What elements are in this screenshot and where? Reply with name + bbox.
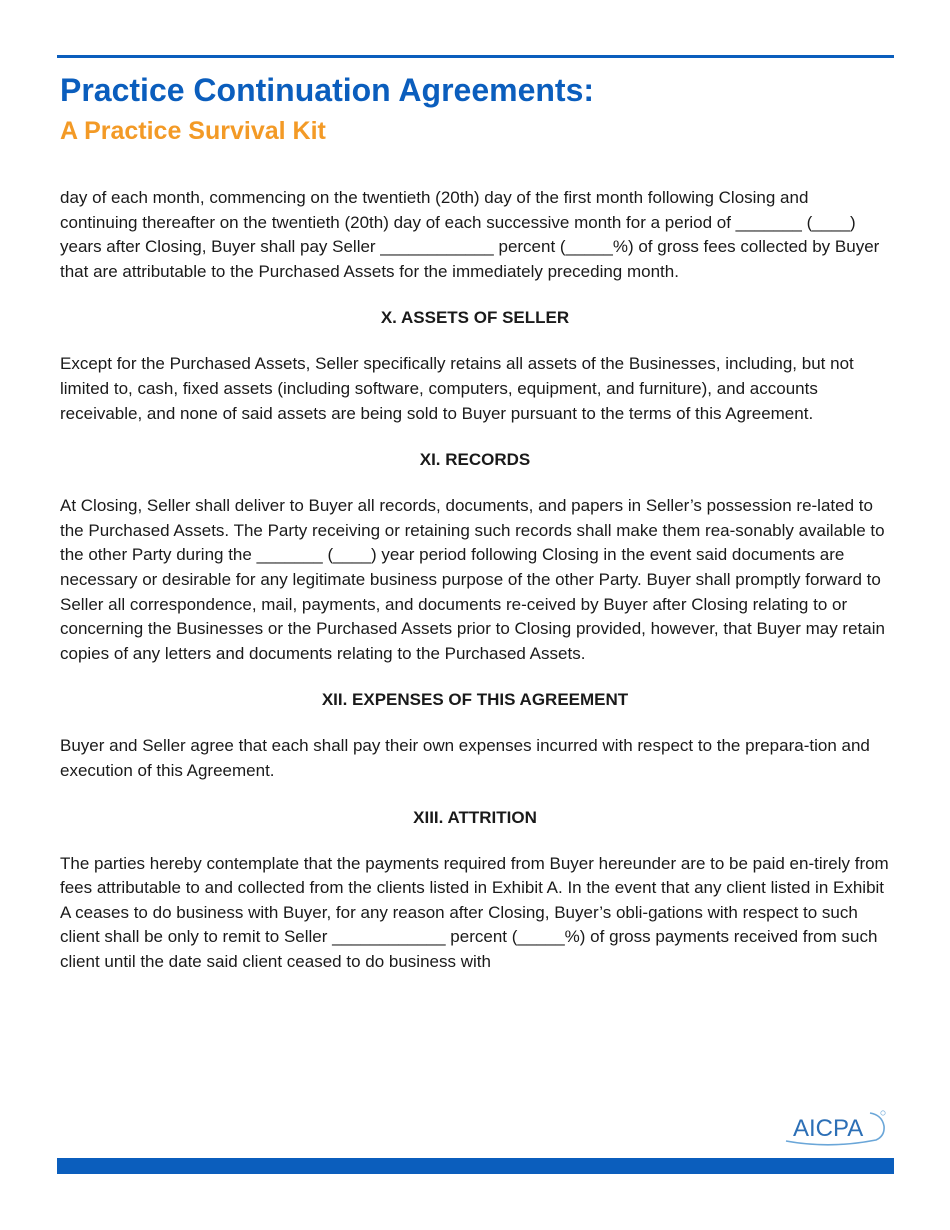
bottom-bar [57,1158,894,1174]
aicpa-logo [780,1108,890,1148]
section-body-expenses: Buyer and Seller agree that each shall pay their own expenses incurred with respect to the prepara-tion and execution of this Agreement. [60,736,870,780]
intro-paragraph: day of each month, commencing on the twentieth (20th) day of the first month following Closing and continuing thereafter on the twentieth (20th) day of each successive month for a period of _______ (____) years after Closing, Buyer shall pay Seller ____________ percent (_____%) of gross fees collected by Buyer that are attributable to the Purchased Assets for the immediately preceding month. [60,188,880,281]
page-title: Practice Continuation Agreements: [60,72,595,108]
top-rule [57,55,894,58]
section-body-attrition: The parties hereby contemplate that the payments required from Buyer hereunder are to be paid en-tirely from fees attributable to and collected from the clients listed in Exhibit A. In the event that any client listed in Exhibit A ceases to do business with Buyer, for any reason after Closing, Buyer’s obli-gations with respect to such client shall be only to remit to Seller ____________ percent (_____%) of gross payments received from such client until the date said client ceased to do business with [60,853,889,971]
logo-wordmark: AICPA [793,1115,864,1142]
section-body-assets: Except for the Purchased Assets, Seller specifically retains all assets of the Businesses, including, but not limited to, cash, fixed assets (including software, computers, equipment, and furniture), and accounts receivable, and none of said assets are being sold to Buyer pursuant to the terms of this Agreement. [60,354,854,423]
section-heading-records: XI. RECORDS [419,450,531,470]
section-heading-expenses: XII. EXPENSES OF THIS AGREEMENT [321,690,629,710]
page-subtitle: A Practice Survival Kit [60,117,326,145]
registered-mark-icon [881,1111,885,1115]
document-body [60,186,890,974]
section-heading-attrition: XIII. ATTRITION [413,807,537,827]
section-heading-assets: X. ASSETS OF SELLER [380,308,570,328]
section-body-records: At Closing, Seller shall deliver to Buyer all records, documents, and papers in Seller’s possession re-lated to the Purchased Assets. The Party receiving or retaining such records shall make them rea-sonably available to the other Party during the _______ (____) year period following Closing in the event said documents are necessary or desirable for any legitimate business purpose of the other Party. Buyer shall promptly forward to Seller all correspondence, mail, payments, and documents re-ceived by Buyer after Closing relating to or concerning the Businesses or the Purchased Assets prior to Closing provided, however, that Buyer may retain copies of any letters and documents relating to the Purchased Assets. [60,496,885,663]
